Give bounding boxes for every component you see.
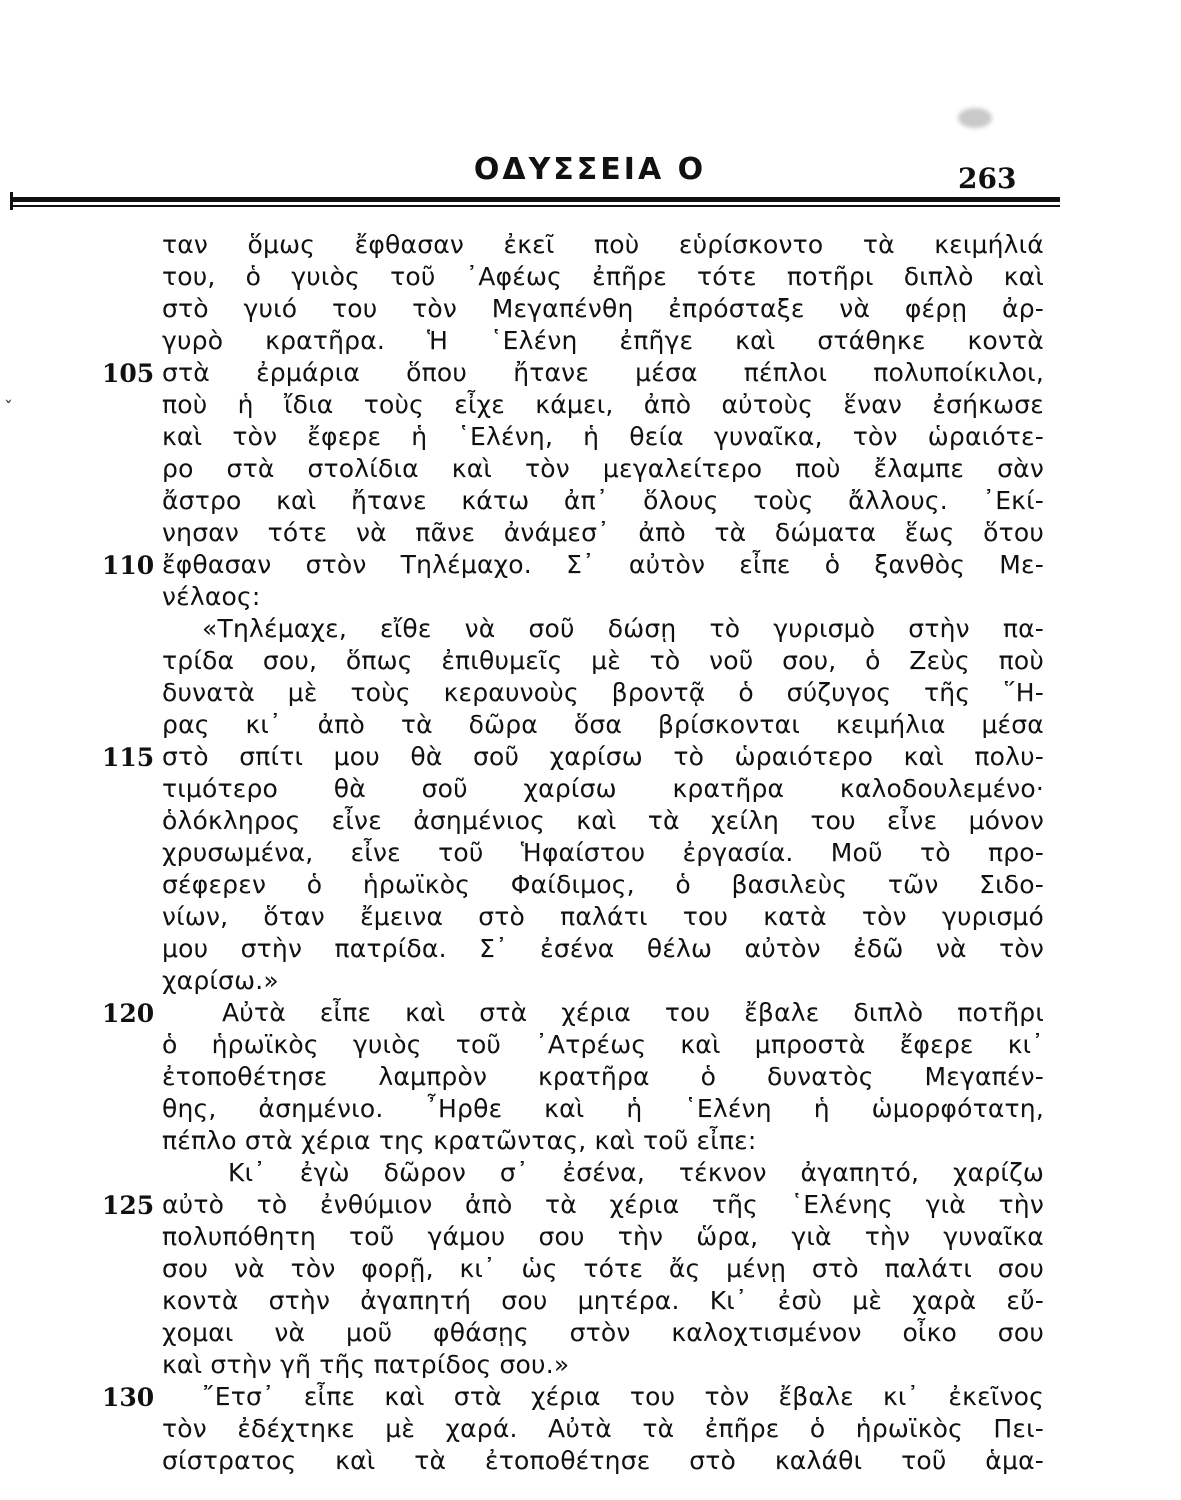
text-line: του, ὁ γυιὸς τοῦ ᾿Αφέως ἐπῆρε τότε ποτῆρι διπλὸ καὶ	[162, 262, 1044, 291]
text-line: στὰ ἐρμάρια ὅπου ἤτανε μέσα πέπλοι πολυποίκιλοι,	[162, 358, 1044, 387]
text-line: τιμότερο θὰ σοῦ χαρίσω κρατῆρα καλοδουλεμένο·	[162, 774, 1044, 803]
line-number-110: 110	[102, 551, 155, 580]
text-line: καὶ τὸν ἔφερε ἡ ῾Ελένη, ἡ θεία γυναῖκα, τὸν ὡραιότε-	[162, 422, 1044, 451]
text-line: νησαν τότε νὰ πᾶνε ἀνάμεσ᾿ ἀπὸ τὰ δώματα ἕως ὅτου	[162, 518, 1044, 547]
text-line: χομαι νὰ μοῦ φθάσῃς στὸν καλοχτισμένον οἶκο σου	[162, 1318, 1044, 1347]
text-line: ρο στὰ στολίδια καὶ τὸν μεγαλείτερο ποὺ ἔλαμπε σὰν	[162, 454, 1044, 483]
text-line: τρίδα σου, ὅπως ἐπιθυμεῖς μὲ τὸ νοῦ σου, ὁ Ζεὺς ποὺ	[162, 646, 1044, 675]
margin-tick-mark: ˇ	[4, 398, 13, 419]
text-line: αὐτὸ τὸ ἐνθύμιον ἀπὸ τὰ χέρια τῆς ῾Ελένης γιὰ τὴν	[162, 1190, 1044, 1219]
line-number-115: 115	[102, 743, 155, 772]
text-line: στὸ σπίτι μου θὰ σοῦ χαρίσω τὸ ὡραιότερο καὶ πολυ-	[162, 742, 1044, 771]
text-line: ἄστρο καὶ ἤτανε κάτω ἀπ᾿ ὅλους τοὺς ἄλλους. ᾿Εκί-	[162, 486, 1044, 515]
line-number-130: 130	[102, 1383, 155, 1412]
text-line: θης, ἀσημένιο. ῏Ηρθε καὶ ἡ ῾Ελένη ἡ ὡμορφότατη,	[162, 1094, 1044, 1123]
text-line: στὸ γυιό του τὸν Μεγαπένθη ἐπρόσταξε νὰ φέρῃ ἀρ-	[162, 294, 1044, 323]
text-line: νίων, ὅταν ἔμεινα στὸ παλάτι του κατὰ τὸν γυρισμό	[162, 902, 1044, 931]
text-line: ῎Ετσ᾿ εἶπε καὶ στὰ χέρια του τὸν ἔβαλε κι᾿ ἐκεῖνος	[202, 1382, 1044, 1411]
text-line: κοντὰ στὴν ἀγαπητή σου μητέρα. Κι᾿ ἐσὺ μὲ χαρὰ εὔ-	[162, 1286, 1044, 1315]
line-number-120: 120	[102, 999, 155, 1028]
text-line: χαρίσω.»	[162, 966, 279, 995]
text-line: τὸν ἐδέχτηκε μὲ χαρά. Αὐτὰ τὰ ἐπῆρε ὁ ἡρωϊκὸς Πει-	[162, 1414, 1044, 1443]
text-line: πολυπόθητη τοῦ γάμου σου τὴν ὥρα, γιὰ τὴν γυναῖκα	[162, 1222, 1044, 1251]
text-line: «Τηλέμαχε, εἴθε νὰ σοῦ δώσῃ τὸ γυρισμὸ στὴν πα-	[202, 614, 1044, 643]
page-number: 263	[958, 162, 1017, 195]
line-number-125: 125	[102, 1191, 155, 1220]
text-line: γυρὸ κρατῆρα. Ἡ ῾Ελένη ἐπῆγε καὶ στάθηκε κοντὰ	[162, 326, 1044, 355]
text-line: σέφερεν ὁ ἡρωϊκὸς Φαίδιμος, ὁ βασιλεὺς τῶν Σιδο-	[162, 870, 1044, 899]
line-number-105: 105	[102, 359, 155, 388]
text-line: νέλαος:	[162, 582, 261, 611]
text-line: χρυσωμένα, εἶνε τοῦ Ἡφαίστου ἐργασία. Μοῦ τὸ προ-	[162, 838, 1044, 867]
ink-smudge	[958, 108, 992, 128]
text-line: ἔφθασαν στὸν Τηλέμαχο. Σ᾿ αὐτὸν εἶπε ὁ ξανθὸς Με-	[162, 550, 1044, 579]
text-line: Αὐτὰ εἶπε καὶ στὰ χέρια του ἔβαλε διπλὸ ποτῆρι	[222, 998, 1044, 1027]
header-rule-thick	[12, 197, 1060, 202]
running-title: ΟΔΥΣΣΕΙΑ Ο	[473, 152, 707, 187]
text-line: ποὺ ἡ ἴδια τοὺς εἶχε κάμει, ἀπὸ αὐτοὺς ἕναν ἐσήκωσε	[162, 390, 1044, 419]
text-line: ταν ὅμως ἔφθασαν ἐκεῖ ποὺ εὑρίσκοντο τὰ κειμήλιά	[162, 230, 1044, 259]
text-line: δυνατὰ μὲ τοὺς κεραυνοὺς βροντᾷ ὁ σύζυγος τῆς ῞Η-	[162, 678, 1044, 707]
text-line: πέπλο στὰ χέρια της κρατῶντας, καὶ τοῦ εἶπε:	[162, 1126, 757, 1155]
text-line: καὶ στὴν γῆ τῆς πατρίδος σου.»	[162, 1350, 570, 1379]
text-line: ὁ ἡρωϊκὸς γυιὸς τοῦ ᾿Ατρέως καὶ μπροστὰ ἔφερε κι᾿	[162, 1030, 1044, 1059]
header-rule-thin	[12, 205, 1060, 207]
text-line: ὁλόκληρος εἶνε ἀσημένιος καὶ τὰ χείλη του εἶνε μόνον	[162, 806, 1044, 835]
text-line: σου νὰ τὸν φορῇ, κι᾿ ὡς τότε ἄς μένῃ στὸ παλάτι σου	[162, 1254, 1044, 1283]
text-line: μου στὴν πατρίδα. Σ᾿ ἐσένα θέλω αὐτὸν ἐδῶ νὰ τὸν	[162, 934, 1044, 963]
text-line: Κι᾿ ἐγὼ δῶρον σ᾿ ἐσένα, τέκνον ἀγαπητό, χαρίζω	[228, 1158, 1044, 1187]
text-line: σίστρατος καὶ τὰ ἐτοποθέτησε στὸ καλάθι τοῦ ἁμα-	[162, 1446, 1044, 1475]
text-line: ἐτοποθέτησε λαμπρὸν κρατῆρα ὁ δυνατὸς Μεγαπέν-	[162, 1062, 1044, 1091]
text-line: ρας κι᾿ ἀπὸ τὰ δῶρα ὅσα βρίσκονται κειμήλια μέσα	[162, 710, 1044, 739]
